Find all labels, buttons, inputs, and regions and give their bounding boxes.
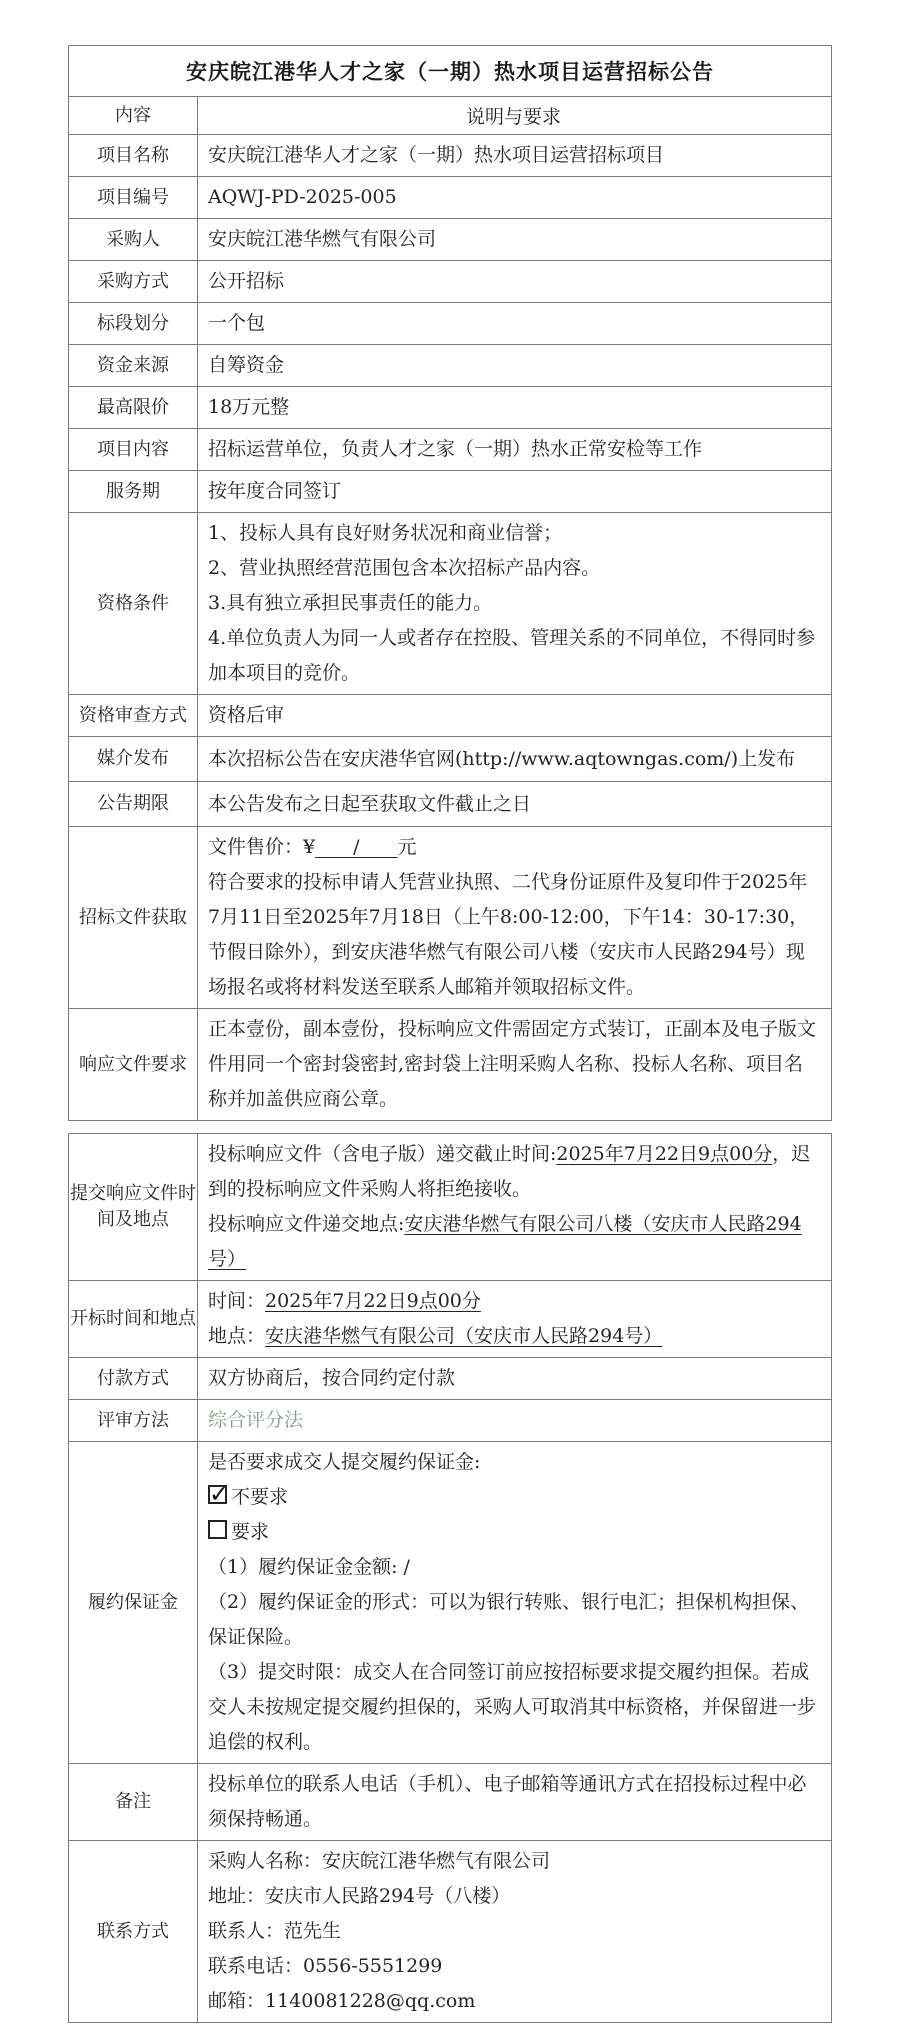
text-segment: 文件售价：¥	[208, 836, 316, 858]
text-segment: 综合评分法	[208, 1409, 304, 1431]
row-label: 付款方式	[69, 1358, 198, 1399]
text-segment: 招标运营单位，负责人才之家（一期）热水正常安检等工作	[208, 438, 703, 460]
main-table-body	[69, 135, 831, 1120]
text-segment: 安庆皖江港华燃气有限公司	[208, 228, 437, 250]
secondary-table	[68, 1133, 832, 2023]
text-segment: （3）提交时限：成交人在合同签订前应按招标要求提交履约担保。若成交人未按规定提交履约担保的，采购人可取消其中标资格，并保留进一步追偿的权利。	[208, 1661, 817, 1753]
content-line	[208, 698, 819, 733]
row-content	[198, 471, 831, 512]
row-content	[198, 135, 831, 176]
row-label: 招标文件获取	[69, 827, 198, 1008]
text-segment: 按年度合同签订	[208, 480, 342, 502]
row-label: 项目编号	[69, 177, 198, 218]
row-content	[198, 1281, 831, 1357]
content-line	[208, 1585, 819, 1655]
row-content	[198, 827, 831, 1008]
text-segment: 要求	[231, 1521, 270, 1543]
page-title: 安庆皖江港华人才之家（一期）热水项目运营招标公告	[69, 46, 831, 97]
content-line	[208, 1319, 819, 1354]
content-line	[208, 1445, 819, 1480]
content-line	[208, 264, 819, 299]
row-content	[198, 1358, 831, 1399]
content-line	[208, 1550, 819, 1585]
table-row	[69, 1442, 831, 1764]
text-segment: 安庆港华燃气有限公司（安庆市人民路294号）	[265, 1325, 663, 1347]
content-line	[208, 742, 819, 777]
checkbox-checked-icon	[208, 1485, 227, 1504]
row-content	[198, 219, 831, 260]
content-line	[208, 1515, 819, 1550]
table-row	[69, 387, 831, 429]
content-line	[208, 180, 819, 215]
row-content	[198, 387, 831, 428]
text-segment: 自筹资金	[208, 354, 285, 376]
text-segment: 地点：	[208, 1325, 266, 1347]
row-label: 公告期限	[69, 782, 198, 826]
row-content	[198, 345, 831, 386]
checkbox-unchecked-icon	[208, 1520, 227, 1539]
table-row	[69, 1009, 831, 1120]
text-segment: 邮箱：1140081228@qq.com	[208, 1990, 476, 2012]
text-segment: 地址：安庆市人民路294号（八楼）	[208, 1885, 511, 1907]
text-segment: 元	[397, 836, 417, 858]
table-row	[69, 135, 831, 177]
text-segment: 3.具有独立承担民事责任的能力。	[208, 592, 493, 614]
content-line	[208, 1284, 819, 1319]
content-line	[208, 516, 819, 551]
text-segment: 1、投标人具有良好财务状况和商业信誉；	[208, 522, 563, 544]
table-row	[69, 345, 831, 387]
text-segment: 资格后审	[208, 704, 285, 726]
table-row	[69, 827, 831, 1009]
text-segment: 2、营业执照经营范围包含本次招标产品内容。	[208, 557, 601, 579]
row-label: 开标时间和地点	[69, 1281, 198, 1357]
row-content	[198, 1009, 831, 1120]
main-table	[68, 45, 832, 1121]
content-line	[208, 1879, 819, 1914]
content-line	[208, 1137, 819, 1207]
text-segment: 本次招标公告在安庆港华官网(http://www.aqtowngas.com/)上发布	[208, 747, 796, 770]
content-line	[208, 1984, 819, 2019]
row-content	[198, 1841, 831, 2022]
row-content	[198, 695, 831, 736]
text-segment: 不要求	[231, 1486, 289, 1508]
text-segment: 投标响应文件（含电子版）递交截止时间:	[208, 1143, 557, 1165]
text-segment: 联系电话：0556-5551299	[208, 1955, 443, 1977]
row-content	[198, 1764, 831, 1840]
row-content	[198, 303, 831, 344]
content-line	[208, 1655, 819, 1760]
table-row	[69, 261, 831, 303]
table-row	[69, 1358, 831, 1400]
content-line	[208, 390, 819, 425]
table-header-row	[69, 97, 831, 135]
text-segment: 双方协商后，按合同约定付款	[208, 1367, 456, 1389]
row-content	[198, 1442, 831, 1763]
row-label: 项目内容	[69, 429, 198, 470]
text-segment: 2025年7月22日9点00分	[556, 1143, 773, 1165]
text-segment: /	[315, 836, 398, 858]
row-content	[198, 177, 831, 218]
table-row	[69, 1841, 831, 2022]
text-segment: 安庆港华燃气有限公司八楼（安庆市人民路294号）	[208, 1213, 802, 1270]
row-label: 评审方法	[69, 1400, 198, 1441]
row-content	[198, 513, 831, 694]
row-content	[198, 1134, 831, 1280]
text-segment: 联系人：范先生	[208, 1920, 342, 1942]
row-content	[198, 782, 831, 826]
row-label: 项目名称	[69, 135, 198, 176]
table-row	[69, 695, 831, 737]
table-row	[69, 782, 831, 827]
text-segment: 时间：	[208, 1290, 266, 1312]
text-segment: 正本壹份，副本壹份，投标响应文件需固定方式装订，正副本及电子版文件用同一个密封袋密封,密封袋上注明采购人名称、投标人名称、项目名称并加盖供应商公章。	[208, 1018, 817, 1110]
text-segment: 4.单位负责人为同一人或者存在控股、管理关系的不同单位，不得同时参加本项目的竞价。	[208, 627, 816, 684]
header-col-content: 内容	[69, 97, 198, 134]
table-row	[69, 303, 831, 345]
content-line	[208, 1914, 819, 1949]
row-content	[198, 261, 831, 302]
table-row	[69, 513, 831, 695]
text-segment: 本公告发布之日起至获取文件截止之日	[208, 792, 532, 815]
row-label: 媒介发布	[69, 737, 198, 781]
text-segment: 是否要求成交人提交履约保证金:	[208, 1451, 481, 1473]
content-line	[208, 1012, 819, 1117]
row-label: 采购方式	[69, 261, 198, 302]
row-label: 响应文件要求	[69, 1009, 198, 1120]
content-line	[208, 1207, 819, 1277]
row-label: 资格条件	[69, 513, 198, 694]
row-label: 最高限价	[69, 387, 198, 428]
row-label: 履约保证金	[69, 1442, 198, 1763]
table-row	[69, 1134, 831, 1281]
text-segment: 安庆皖江港华人才之家（一期）热水项目运营招标项目	[208, 144, 665, 166]
content-line	[208, 1767, 819, 1837]
text-segment: 投标响应文件递交地点:	[208, 1213, 405, 1235]
content-line	[208, 586, 819, 621]
table-row	[69, 177, 831, 219]
content-line	[208, 432, 819, 467]
text-segment: 一个包	[208, 312, 266, 334]
content-line	[208, 1480, 819, 1515]
content-line	[208, 474, 819, 509]
text-segment: 投标单位的联系人电话（手机）、电子邮箱等通讯方式在招投标过程中必须保持畅通。	[208, 1773, 807, 1830]
content-line	[208, 1949, 819, 1984]
content-line	[208, 222, 819, 257]
content-line	[208, 138, 819, 173]
table-row	[69, 737, 831, 782]
content-line	[208, 830, 819, 865]
row-label: 资金来源	[69, 345, 198, 386]
table-row	[69, 1400, 831, 1442]
row-label: 采购人	[69, 219, 198, 260]
content-line	[208, 1844, 819, 1879]
row-label: 提交响应文件时间及地点	[69, 1134, 198, 1280]
text-segment: 18万元整	[208, 396, 290, 418]
content-line	[208, 551, 819, 586]
content-line	[208, 306, 819, 341]
secondary-table-body	[69, 1134, 831, 2022]
text-segment: ，迟到的投标响应文件采购人将拒绝接收。	[208, 1143, 811, 1200]
table-row	[69, 1281, 831, 1358]
content-line	[208, 865, 819, 1005]
text-segment: 公开招标	[208, 270, 285, 292]
row-label: 标段划分	[69, 303, 198, 344]
row-content	[198, 1400, 831, 1441]
content-line	[208, 348, 819, 383]
table-row	[69, 429, 831, 471]
row-label: 联系方式	[69, 1841, 198, 2022]
table-row	[69, 471, 831, 513]
content-line	[208, 621, 819, 691]
row-content	[198, 429, 831, 470]
text-segment: AQWJ-PD-2025-005	[208, 186, 397, 208]
row-label: 资格审查方式	[69, 695, 198, 736]
content-line	[208, 787, 819, 822]
row-content	[198, 737, 831, 781]
content-line	[208, 1361, 819, 1396]
text-segment: 采购人名称：安庆皖江港华燃气有限公司	[208, 1850, 551, 1872]
text-segment: 2025年7月22日9点00分	[265, 1290, 481, 1312]
content-line	[208, 1403, 819, 1438]
header-col-requirements: 说明与要求	[465, 106, 561, 128]
table-row	[69, 219, 831, 261]
row-label: 服务期	[69, 471, 198, 512]
table-row	[69, 1764, 831, 1841]
text-segment: （2）履约保证金的形式：可以为银行转账、银行电汇；担保机构担保、保证保险。	[208, 1591, 810, 1648]
text-segment: （1）履约保证金金额: /	[208, 1556, 410, 1578]
row-label: 备注	[69, 1764, 198, 1840]
text-segment: 符合要求的投标申请人凭营业执照、二代身份证原件及复印件于2025年7月11日至2025年7月18日（上午8:00-12:00，下午14：30-17:30，节假日除外），到安庆港华燃气有限公司八楼（安庆市人民路294号）现场报名或将材料发送至联系人邮箱并领取招标文件。	[208, 871, 809, 998]
